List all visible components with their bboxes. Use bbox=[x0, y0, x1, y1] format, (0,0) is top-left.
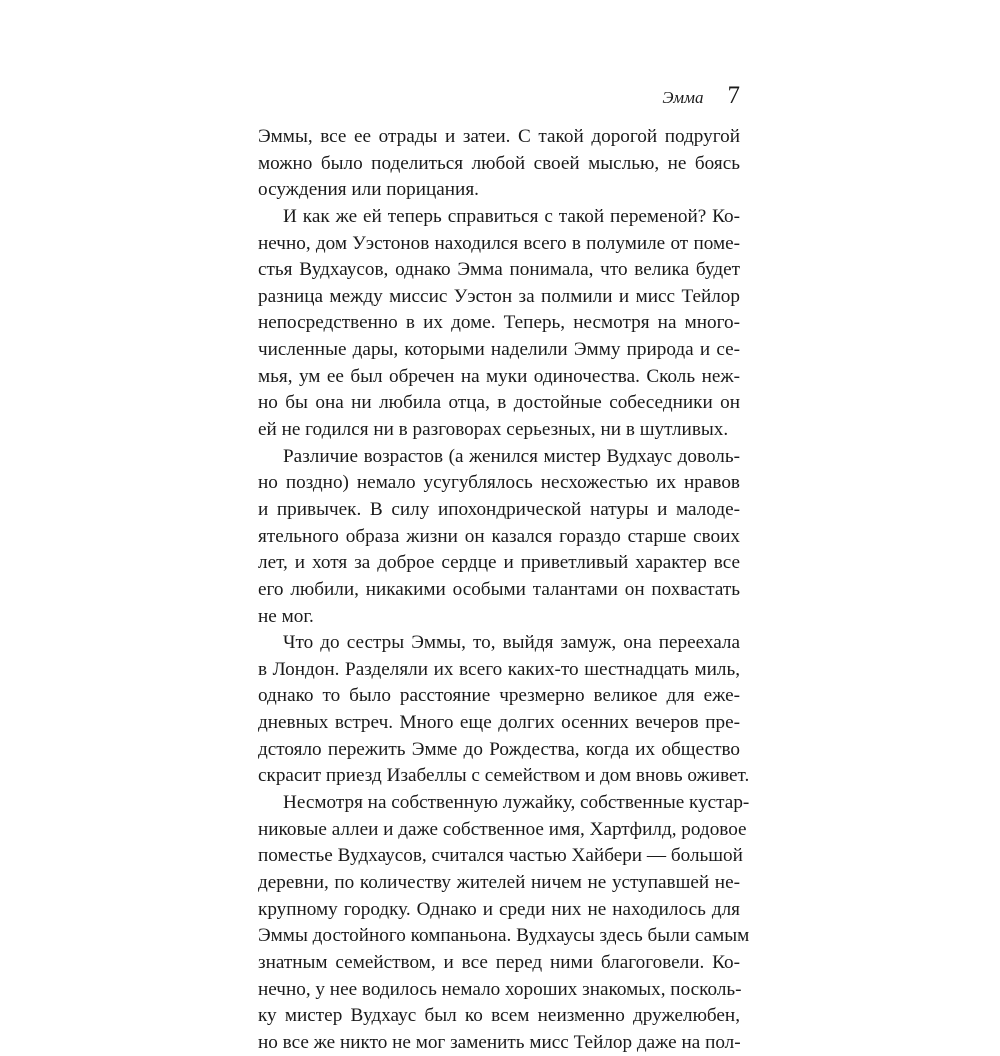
text-line: скрасит приезд Изабеллы с семейством и дом вновь оживет. bbox=[258, 765, 750, 787]
text-line: Что до сестры Эммы, то, выйдя замуж, она переехала bbox=[283, 632, 740, 654]
text-line: нечно, у нее водилось немало хороших знакомых, посколь- bbox=[258, 978, 742, 1000]
text-line: его любили, никакими особыми талантами он похвастать bbox=[258, 578, 740, 600]
text-line: численные дары, которыми наделили Эмму природа и се- bbox=[258, 339, 740, 361]
text-line: разница между миссис Уэстон за полмили и мисс Тейлор bbox=[258, 285, 740, 307]
paragraph bbox=[258, 204, 740, 444]
text-line: но бы она ни любила отца, в достойные собеседники он bbox=[258, 392, 740, 414]
text-line: однако то было расстояние чрезмерно великое для еже- bbox=[258, 685, 740, 707]
text-line: стья Вудхаусов, однако Эмма понимала, что велика будет bbox=[258, 259, 740, 281]
text-line: знатным семейством, и все перед ними благоговели. Ко- bbox=[258, 951, 740, 973]
text-line: дстояло пережить Эмме до Рождества, когда их общество bbox=[258, 738, 740, 760]
text-line: Эммы, все ее отрады и затеи. С такой дорогой подругой bbox=[258, 126, 740, 147]
text-line: осуждения или порицания. bbox=[258, 179, 479, 201]
body-text bbox=[258, 124, 750, 1056]
paragraph bbox=[258, 630, 750, 790]
paragraph bbox=[258, 124, 740, 204]
text-line: Различие возрастов (а женился мистер Вудхаус доволь- bbox=[283, 445, 740, 467]
paragraph bbox=[258, 444, 740, 630]
text-line: Эммы достойного компаньона. Вудхаусы здесь были самым bbox=[258, 925, 750, 947]
text-line: крупному городку. Однако и среди них не находилось для bbox=[258, 898, 740, 920]
text-line: ку мистер Вудхаус был ко всем неизменно дружелюбен, bbox=[258, 1005, 740, 1027]
text-line: в Лондон. Разделяли их всего каких-то шестнадцать миль, bbox=[258, 658, 740, 680]
text-line: можно было поделиться любой своей мыслью, не боясь bbox=[258, 152, 740, 174]
page-number: 7 bbox=[727, 82, 740, 109]
text-line: но все же никто не мог заменить мисс Тейлор даже на пол- bbox=[258, 1031, 741, 1053]
running-head bbox=[258, 82, 740, 114]
text-line: ятельного образа жизни он казался гораздо старше своих bbox=[258, 525, 740, 547]
text-line: И как же ей теперь справиться с такой переменой? Ко- bbox=[283, 205, 740, 227]
text-line: поместье Вудхаусов, считался частью Хайбери — большой bbox=[258, 845, 743, 867]
text-line: никовые аллеи и даже собственное имя, Хартфилд, родовое bbox=[258, 818, 747, 840]
text-line: дневных встреч. Много еще долгих осенних вечеров пре- bbox=[258, 712, 740, 734]
running-title: Эмма bbox=[662, 88, 704, 107]
text-line: и привычек. В силу ипохондрической натуры и малоде- bbox=[258, 498, 740, 520]
text-line: Несмотря на собственную лужайку, собственные кустар- bbox=[283, 792, 750, 814]
text-line: мья, ум ее был обречен на муки одиночества. Сколь неж- bbox=[258, 365, 740, 387]
text-line: нечно, дом Уэстонов находился всего в полумиле от поме- bbox=[258, 232, 740, 254]
text-line: не мог. bbox=[258, 605, 314, 627]
text-line: но поздно) немало усугублялось несхожестью их нравов bbox=[258, 472, 740, 494]
text-line: непосредственно в их доме. Теперь, несмотря на много- bbox=[258, 312, 740, 334]
text-line: деревни, по количеству жителей ничем не уступавшей не- bbox=[258, 871, 740, 893]
text-line: ей не годился ни в разговорах серьезных, ни в шутливых. bbox=[258, 419, 729, 441]
paragraph bbox=[258, 790, 750, 1056]
text-line: лет, и хотя за доброе сердце и приветливый характер все bbox=[258, 552, 740, 574]
